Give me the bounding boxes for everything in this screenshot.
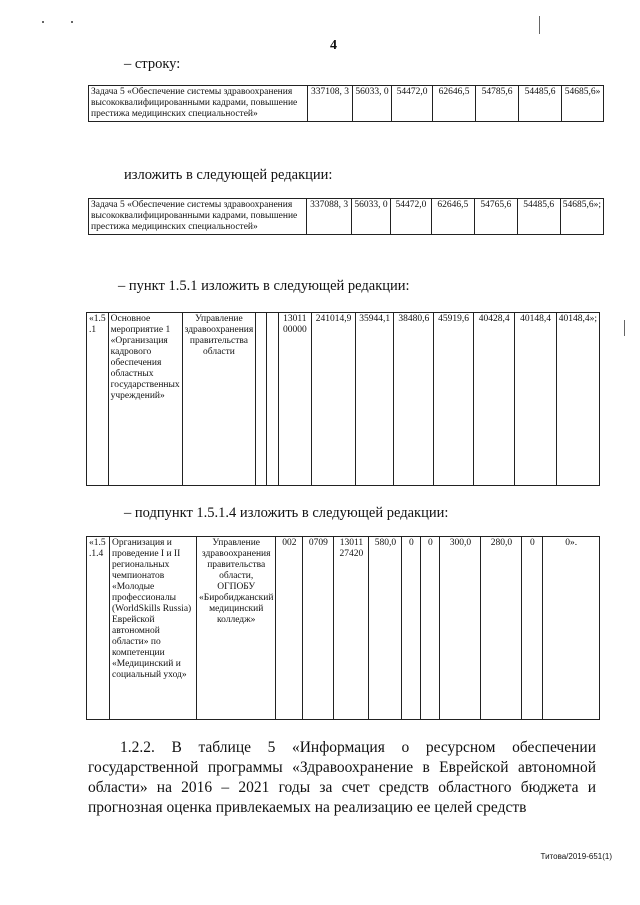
- item-number: «1.5 .1.4: [87, 537, 110, 720]
- cell-code: 13011 00000: [278, 313, 312, 486]
- cell-2016: 56033, 0: [352, 199, 391, 235]
- cell-grbs: 002: [276, 537, 303, 720]
- intro-item-151: – пункт 1.5.1 изложить в следующей редакции:: [118, 278, 410, 294]
- cell-2020: 54485,6: [519, 86, 562, 122]
- document-footer: Титова/2019-651(1): [540, 852, 612, 861]
- cell-2017: 54472,0: [392, 86, 433, 122]
- item-executor: Управление здравоохранения правительства области: [182, 313, 256, 486]
- item-name: Организация и проведение I и II региональных чемпионатов «Молодые профессионалы (WorldSkills Russia) Еврейской автономной области» по компетенции «Медицинский и социальный уход»: [110, 537, 197, 720]
- cell-2018: 45919,6: [434, 313, 474, 486]
- cell-2016: 56033, 0: [353, 86, 392, 122]
- cell-2016: 35944,1: [356, 313, 394, 486]
- item-executor: Управление здравоохранения правительства области, ОГПОБУ «Биробиджанский медицинский колледж»: [197, 537, 276, 720]
- cell-2019: 54765,6: [474, 199, 517, 235]
- item-number: «1.5 .1: [87, 313, 109, 486]
- cell-2018: 62646,5: [433, 86, 476, 122]
- cell-2021: 40148,4»;: [556, 313, 599, 486]
- cell-2017: 54472,0: [390, 199, 431, 235]
- cell-total: 580,0: [369, 537, 402, 720]
- cell-2019: 40428,4: [473, 313, 514, 486]
- table-new-row: [88, 198, 604, 235]
- cell-2018: 62646,5: [431, 199, 474, 235]
- cell-code: 13011 27420: [334, 537, 369, 720]
- cell-2020: 54485,6: [517, 199, 560, 235]
- task-label: Задача 5 «Обеспечение системы здравоохранения высококвалифицированными кадрами, повышение престижа медицинских специальностей»: [89, 86, 308, 122]
- cell-2020: 0: [522, 537, 543, 720]
- cell-2021: 54685,6»: [562, 86, 604, 122]
- cell-total: 337108, 3: [308, 86, 353, 122]
- intro-row: – строку:: [124, 56, 181, 72]
- cell-2016: 0: [402, 537, 421, 720]
- cell-2017: 0: [421, 537, 440, 720]
- cell-total: 241014,9: [312, 313, 356, 486]
- table-item-151: [86, 312, 600, 486]
- scan-speck: [539, 16, 540, 34]
- cell-2020: 40148,4: [515, 313, 556, 486]
- paragraph-text: 1.2.2. В таблице 5 «Информация о ресурсном обеспечении государственной программы «Здравоохранение в Еврейской автономной области» на 2016 – 2021 годы за счет средств областного бюджета и прогнозная оценка привлекаемых на реализацию ее целей средств: [88, 739, 596, 816]
- table-old-row: [88, 85, 604, 122]
- cell-2021: 54685,6»;: [560, 199, 603, 235]
- table-item-1514: [86, 536, 600, 720]
- cell-2019: 280,0: [481, 537, 522, 720]
- item-name: Основное мероприятие 1 «Организация кадрового обеспечения областных государственных учреждений»: [108, 313, 182, 486]
- cell-2021: 0».: [543, 537, 600, 720]
- page-number: 4: [330, 38, 337, 53]
- scan-speck: [42, 21, 44, 23]
- cell-total: 337088, 3: [307, 199, 352, 235]
- scan-speck: [71, 21, 73, 23]
- task-label: Задача 5 «Обеспечение системы здравоохранения высококвалифицированными кадрами, повышение престижа медицинских специальностей»: [89, 199, 307, 235]
- intro-edit: изложить в следующей редакции:: [124, 167, 333, 183]
- cell-rzpr: [267, 313, 278, 486]
- cell-2018: 300,0: [440, 537, 481, 720]
- cell-2017: 38480,6: [394, 313, 434, 486]
- scan-speck: [624, 320, 625, 336]
- cell-grbs: [256, 313, 267, 486]
- intro-item-1514: – подпункт 1.5.1.4 изложить в следующей редакции:: [124, 505, 449, 521]
- cell-rzpr: 0709: [303, 537, 334, 720]
- cell-2019: 54785,6: [476, 86, 519, 122]
- body-paragraph: [88, 738, 596, 818]
